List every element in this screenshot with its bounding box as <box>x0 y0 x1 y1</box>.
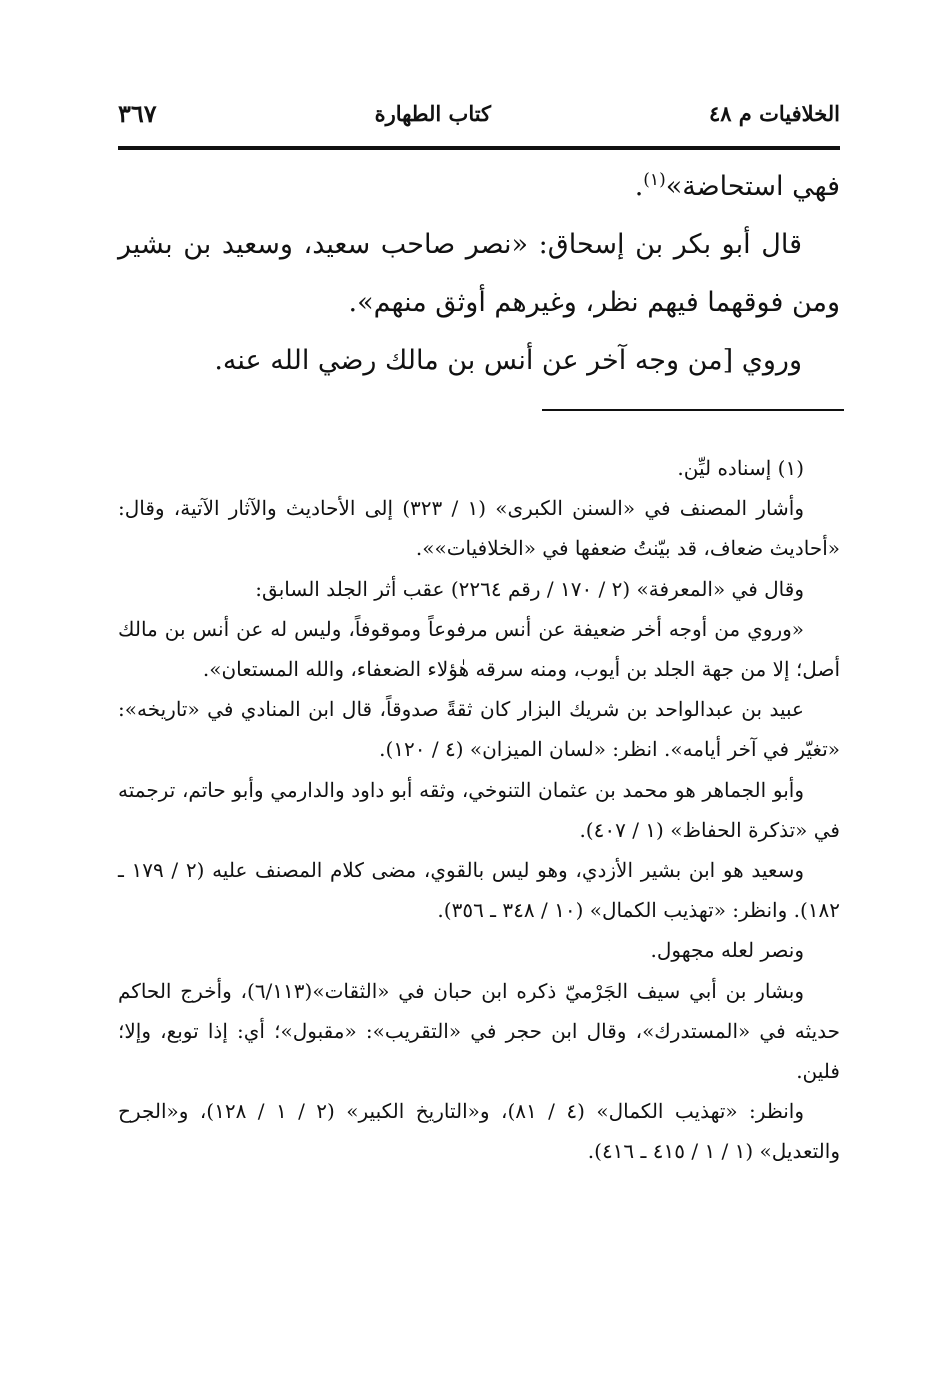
footnote-paragraph: وأبو الجماهر هو محمد بن عثمان التنوخي، وثقه أبو داود والدارمي وأبو حاتم، ترجمته في «تذكرة الحفاظ» (١ / ٤٠٧). <box>118 777 840 842</box>
page-number: ٣٦٧ <box>118 98 157 128</box>
footnote-paragraph: وقال في «المعرفة» (٢ / ١٧٠ / رقم ٢٢٦٤) عقب أثر الجلد السابق: <box>255 576 804 601</box>
section-label: الخلافيات م ٤٨ <box>708 100 840 126</box>
running-head <box>118 96 840 130</box>
book-title: كتاب الطهارة <box>374 100 492 126</box>
footnote-paragraph: ونصر لعله مجهول. <box>650 938 804 963</box>
footnotes <box>118 448 840 1172</box>
footnote-paragraph: وسعيد هو ابن بشير الأزدي، وهو ليس بالقوي، مضى كلام المصنف عليه (٢ / ١٧٩ ـ ١٨٢). وانظر: «تهذيب الكمال» (١٠ / ٣٤٨ ـ ٣٥٦). <box>118 858 840 923</box>
footnote-paragraph: «وروي من أوجه أخر ضعيفة عن أنس مرفوعاً وموقوفاً، وليس له عن أنس بن مالك أصل؛ إلا من جهة الجلد بن أيوب، ومنه سرقه هٰؤلاء الضعفاء، والله المستعان». <box>118 616 840 682</box>
footnote-paragraph: (١) إسناده ليِّن. <box>677 456 804 480</box>
main-paragraph-3: وروي [من وجه آخر عن أنس بن مالك رضي الله عنه. <box>214 345 802 376</box>
main-paragraph-1-text: فهي استحاضة» <box>665 171 840 202</box>
main-paragraph-1-end: . <box>634 171 644 202</box>
footnote-separator <box>542 409 844 411</box>
main-text <box>118 158 840 390</box>
footnote-paragraph: عبيد بن عبدالواحد بن شريك البزار كان ثقةً صدوقاً، قال ابن المنادي في «تاريخه»: «تغيّر في آخر أيامه». انظر: «لسان الميزان» (٤ / ١٢٠). <box>118 697 840 762</box>
header-rule <box>118 146 840 150</box>
footnote-paragraph: وانظر: «تهذيب الكمال» (٤ / ٨١)، و«التاريخ الكبير» (٢ / ١ / ١٢٨)، و«الجرح والتعديل» (١ / ١ / ٤١٥ ـ ٤١٦). <box>118 1099 840 1164</box>
footnote-reference: (١) <box>643 170 666 190</box>
main-paragraph-2: قال أبو بكر بن إسحاق: «نصر صاحب سعيد، وسعيد بن بشير ومن فوقهما فيهم نظر، وغيرهم أوثق منهم». <box>118 229 840 318</box>
footnote-paragraph: وأشار المصنف في «السنن الكبرى» (١ / ٣٢٣) إلى الأحاديث والآثار الآتية، وقال: «أحاديث ضعاف، قد بيّنتُ ضعفها في «الخلافيات»». <box>118 496 840 561</box>
main-paragraph-1 <box>118 158 840 216</box>
footnote-paragraph: وبشار بن أبي سيف الجَرْميّ ذكره ابن حبان في «الثقات»(٦/١١٣)، وأخرج الحاكم حديثه في «المستدرك»، وقال ابن حجر في «التقريب»: «مقبول»؛ أي: إذا توبع، وإلا؛ فلين. <box>118 978 840 1084</box>
